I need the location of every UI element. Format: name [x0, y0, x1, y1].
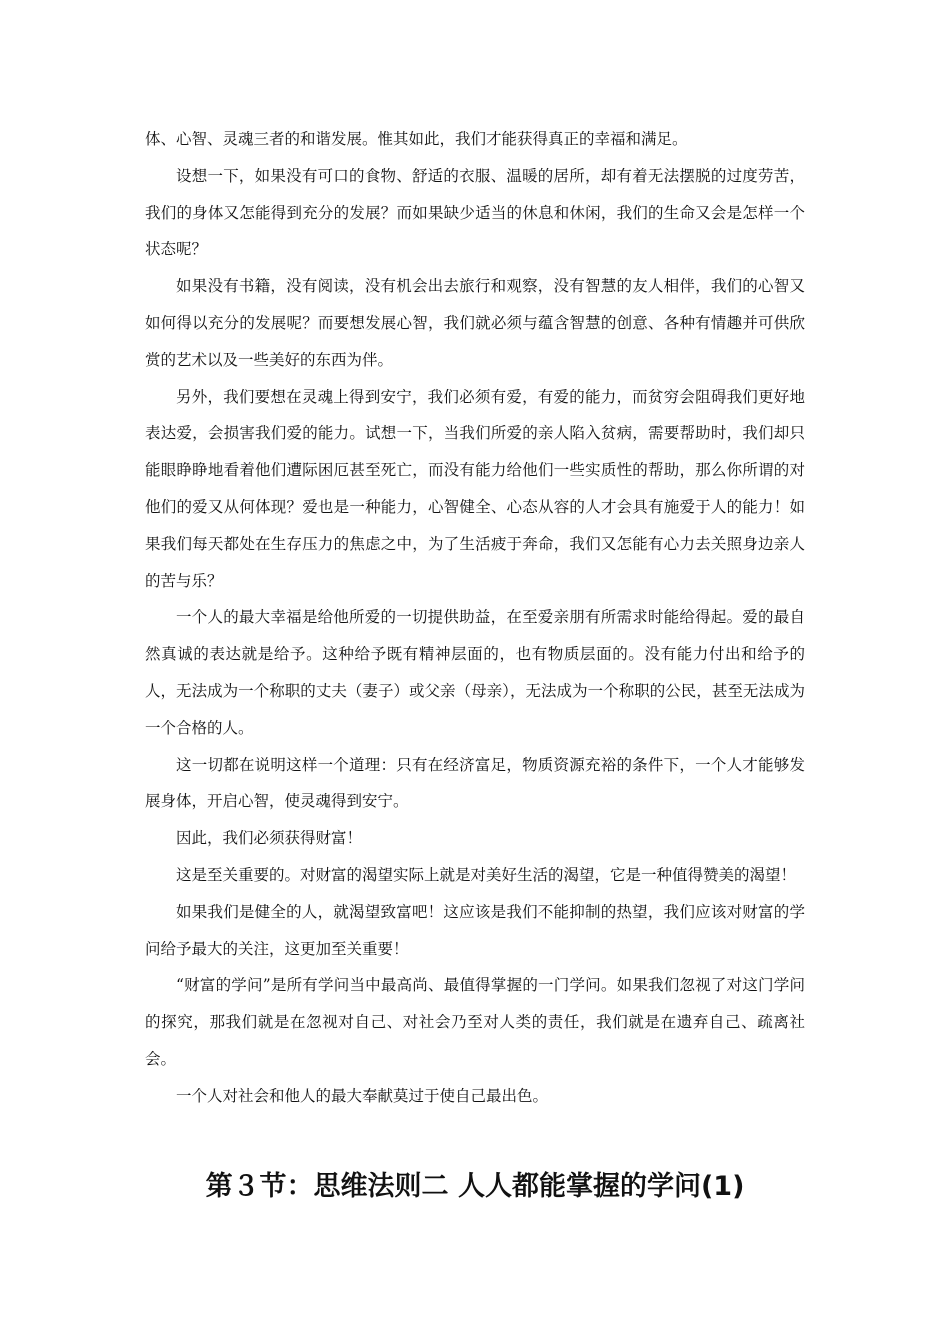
paragraph: 设想一下，如果没有可口的食物、舒适的衣服、温暖的居所，却有着无法摆脱的过度劳苦，我们的身体又怎能得到充分的发展？而如果缺少适当的休息和休闲，我们的生命又会是怎样一个状态呢？	[145, 166, 805, 259]
paragraph-continuation: 体、心智、灵魂三者的和谐发展。惟其如此，我们才能获得真正的幸福和满足。	[145, 130, 688, 148]
paragraph: 另外，我们要想在灵魂上得到安宁，我们必须有爱，有爱的能力，而贫穷会阻碍我们更好地表达爱，会损害我们爱的能力。试想一下，当我们所爱的亲人陷入贫病，需要帮助时，我们却只能眼睁睁地看着他们遭际困厄甚至死亡，而没有能力给他们一些实质性的帮助，那么你所谓的对他们的爱又从何体现？爱也是一种能力，心智健全、心态从容的人才会具有施爱于人的能力！如果我们每天都处在生存压力的焦虑之中，为了生活疲于奔命，我们又怎能有心力去关照身边亲人的苦与乐？	[145, 387, 805, 590]
section-heading: 第３节：思维法则二 人人都能掌握的学问(1)	[205, 1171, 745, 1202]
document-body	[145, 121, 805, 1115]
paragraph: 因此，我们必须获得财富！	[176, 829, 363, 848]
paragraph: 一个人的最大幸福是给他所爱的一切提供助益，在至爱亲朋有所需求时能给得起。爱的最自然真诚的表达就是给予。这种给予既有精神层面的，也有物质层面的。没有能力付出和给予的人，无法成为一个称职的丈夫（妻子）或父亲（母亲），无法成为一个称职的公民，甚至无法成为一个合格的人。	[145, 608, 805, 737]
paragraph: 如果我们是健全的人，就渴望致富吧！这应该是我们不能抑制的热望，我们应该对财富的学问给予最大的关注，这更加至关重要！	[145, 902, 805, 958]
paragraph: 如果没有书籍，没有阅读，没有机会出去旅行和观察，没有智慧的友人相伴，我们的心智又如何得以充分的发展呢？而要想发展心智，我们就必须与蕴含智慧的创意、各种有情趣并可供欣赏的艺术以及一些美好的东西为伴。	[145, 277, 805, 369]
paragraph: 这一切都在说明这样一个道理：只有在经济富足，物质资源充裕的条件下，一个人才能够发展身体，开启心智，使灵魂得到安宁。	[145, 755, 805, 811]
paragraph: 一个人对社会和他人的最大奉献莫过于使自己最出色。	[176, 1086, 549, 1105]
paragraph: 这是至关重要的。对财富的渴望实际上就是对美好生活的渴望，它是一种值得赞美的渴望！	[176, 865, 797, 884]
paragraph: “财富的学问”是所有学问当中最高尚、最值得掌握的一门学问。如果我们忽视了对这门学问的探究，那我们就是在忽视对自己、对社会乃至对人类的责任，我们就是在遗弃自己、疏离社会。	[145, 976, 805, 1068]
